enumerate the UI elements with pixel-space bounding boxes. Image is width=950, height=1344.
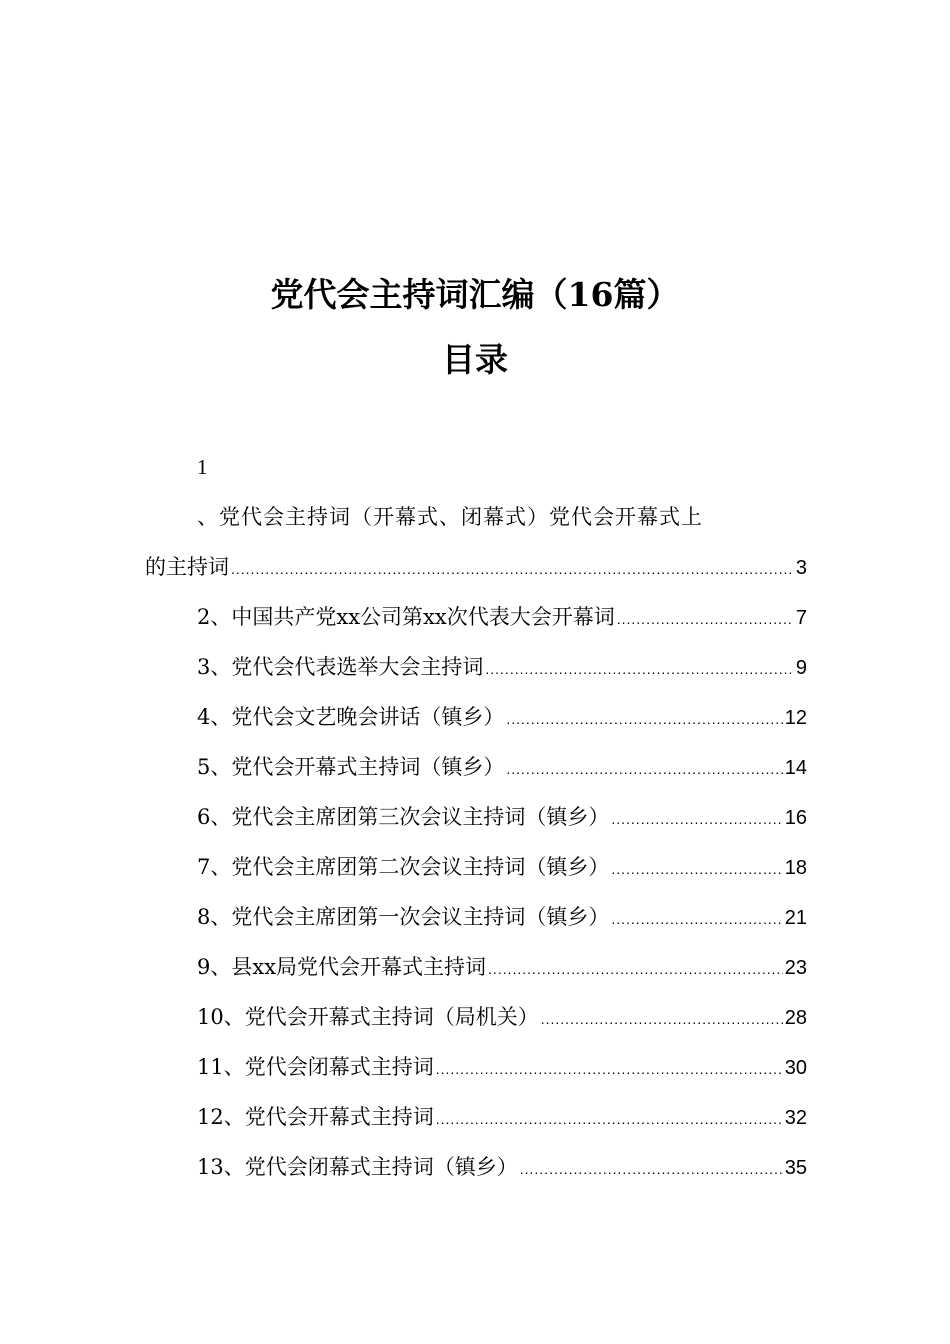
toc-entry[interactable] (145, 600, 807, 650)
toc-entry[interactable] (145, 800, 807, 850)
toc-entry-page: 21 (784, 907, 807, 929)
toc-entry[interactable] (145, 900, 807, 950)
toc-items (145, 600, 807, 1200)
toc-entry-label: 7、党代会主席团第二次会议主持词（镇乡） (197, 855, 610, 879)
toc-entry-label: 8、党代会主席团第一次会议主持词（镇乡） (197, 905, 610, 929)
toc-entry[interactable] (145, 1050, 807, 1100)
toc-entry-label: 13、党代会闭幕式主持词（镇乡） (197, 1155, 518, 1179)
toc-entry[interactable] (145, 1150, 807, 1200)
toc-entry-label: 9、县xx局党代会开幕式主持词 (197, 955, 487, 979)
toc-entry-page: 23 (784, 957, 807, 979)
toc-entry-page: 18 (784, 857, 807, 879)
toc-leader-dots (611, 802, 782, 836)
toc-entry-1-label: 、党代会主持词（开幕式、闭幕式）党代会开幕式上 (197, 505, 703, 529)
toc-entry[interactable] (145, 850, 807, 900)
toc-entry-page: 35 (784, 1157, 807, 1179)
toc-entry-page: 32 (784, 1107, 807, 1129)
toc-entry-page: 28 (784, 1007, 807, 1029)
toc-leader-dots (436, 1052, 783, 1086)
toc-entry[interactable] (145, 700, 807, 750)
toc-entry-label: 6、党代会主席团第三次会议主持词（镇乡） (197, 805, 610, 829)
toc-leader-dots (488, 952, 783, 986)
toc-leader-dots (231, 552, 794, 586)
toc-entry[interactable] (145, 1100, 807, 1150)
toc-entry-page: 30 (784, 1057, 807, 1079)
toc-entry-label: 12、党代会开幕式主持词 (197, 1105, 434, 1129)
toc-entry-1-continuation[interactable] (145, 550, 807, 600)
toc-entry[interactable] (145, 1000, 807, 1050)
toc-leader-dots (436, 1102, 783, 1136)
toc-entry[interactable] (145, 950, 807, 1000)
toc-leader-dots (611, 902, 782, 936)
toc-entry-1-continuation-label: 的主持词 (145, 555, 229, 579)
toc-entry-1-number: 1 (197, 455, 208, 479)
toc-entry-page: 9 (795, 657, 807, 679)
toc-entry-label: 11、党代会闭幕式主持词 (197, 1055, 434, 1079)
toc-entry-page: 12 (784, 707, 807, 729)
toc-leader-dots (541, 1002, 783, 1036)
toc-entry-page: 16 (784, 807, 807, 829)
toc-entry-1-page: 3 (795, 557, 807, 579)
toc-leader-dots (506, 702, 782, 736)
document-title: 党代会主持词汇编（16篇） (270, 275, 680, 314)
toc-entry-label: 3、党代会代表选举大会主持词 (197, 655, 484, 679)
toc-leader-dots (617, 602, 794, 636)
table-of-contents (145, 450, 807, 1200)
toc-entry-page: 14 (784, 757, 807, 779)
toc-entry[interactable] (145, 750, 807, 800)
toc-entry-label: 4、党代会文艺晚会讲话（镇乡） (197, 705, 505, 729)
toc-leader-dots (520, 1152, 783, 1186)
toc-entry-label: 5、党代会开幕式主持词（镇乡） (197, 755, 505, 779)
toc-entry-page: 7 (795, 607, 807, 629)
toc-entry-label: 10、党代会开幕式主持词（局机关） (197, 1005, 539, 1029)
toc-leader-dots (611, 852, 782, 886)
toc-leader-dots (506, 752, 782, 786)
toc-leader-dots (485, 652, 794, 686)
toc-entry-label: 2、中国共产党xx公司第xx次代表大会开幕词 (197, 605, 615, 629)
toc-heading: 目录 (442, 340, 508, 379)
toc-entry[interactable] (145, 650, 807, 700)
